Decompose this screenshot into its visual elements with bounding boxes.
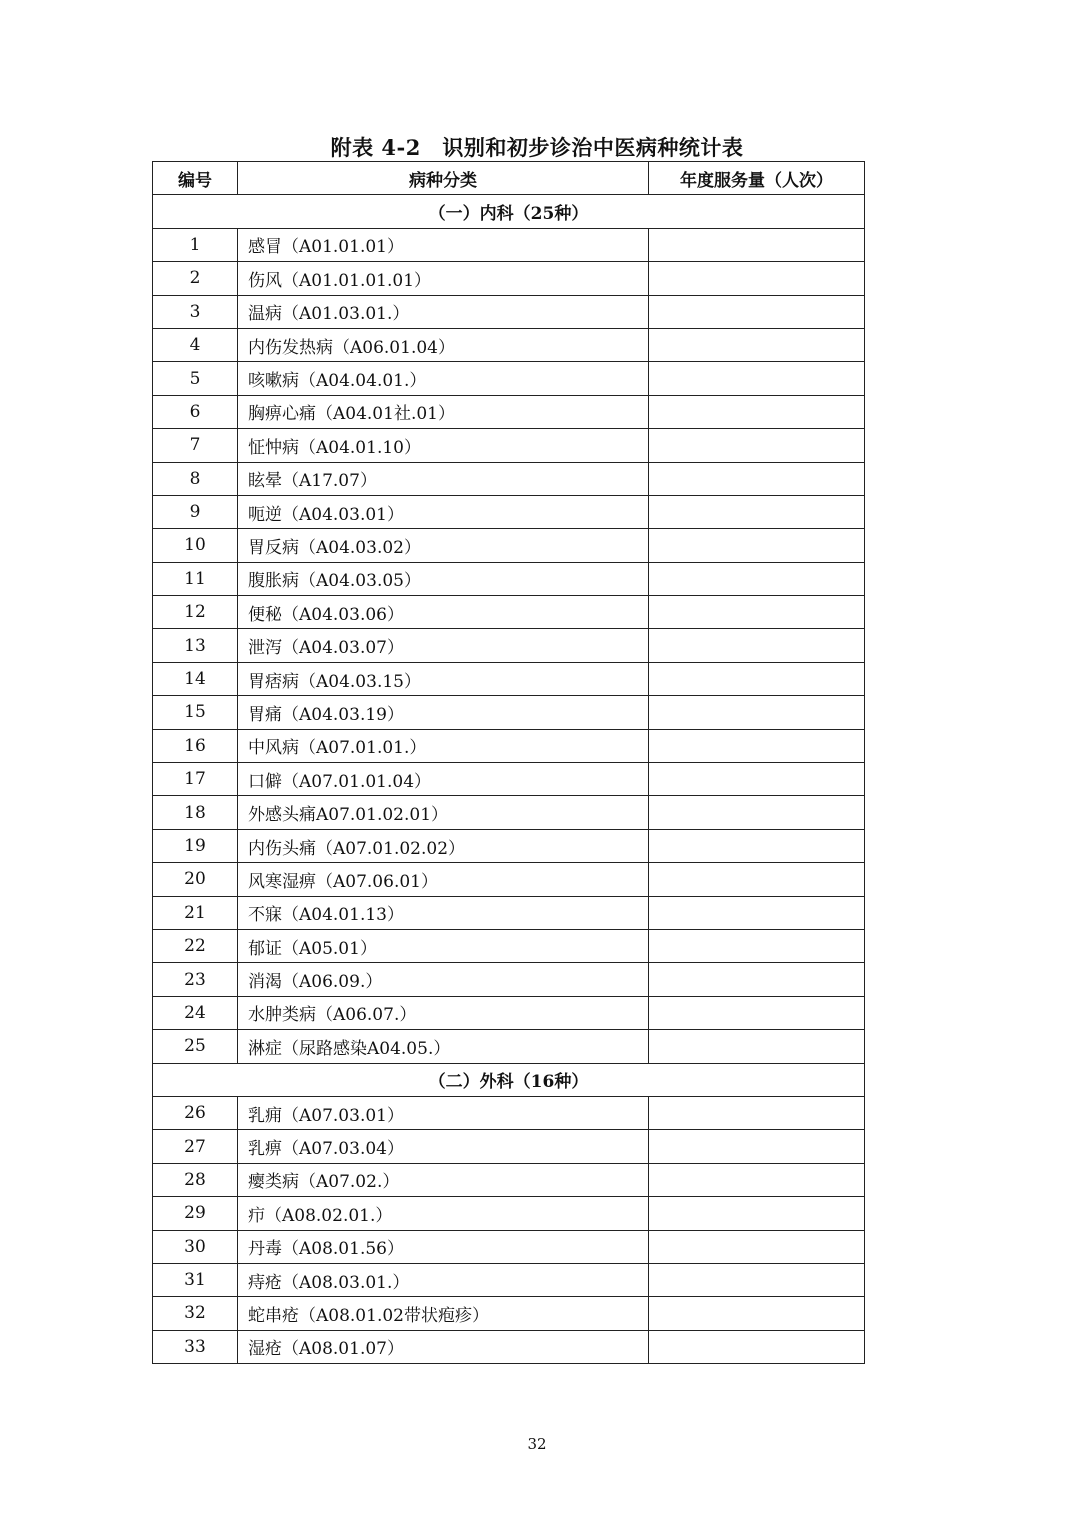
row-number: 25 (153, 1030, 238, 1063)
annual-volume-cell (649, 763, 865, 796)
header-row (153, 162, 865, 195)
annual-volume-cell (649, 996, 865, 1029)
row-number: 23 (153, 963, 238, 996)
disease-name: 胃痛（A04.03.19） (238, 696, 649, 729)
row-number: 6 (153, 395, 238, 428)
page-number: 32 (527, 1435, 547, 1453)
header-category: 病种分类 (238, 162, 649, 195)
annual-volume-cell (649, 929, 865, 962)
annual-volume-cell (649, 896, 865, 929)
disease-name: 外感头痛A07.01.02.01） (238, 796, 649, 829)
row-number: 9 (153, 495, 238, 528)
disease-name: 内伤头痛（A07.01.02.02） (238, 829, 649, 862)
disease-name: 郁证（A05.01） (238, 929, 649, 962)
annual-volume-cell (649, 1263, 865, 1296)
annual-volume-cell (649, 562, 865, 595)
row-number: 16 (153, 729, 238, 762)
annual-volume-cell (649, 629, 865, 662)
table-row (153, 763, 865, 796)
table-row (153, 429, 865, 462)
annual-volume-cell (649, 696, 865, 729)
disease-name: 怔忡病（A04.01.10） (238, 429, 649, 462)
header-number: 编号 (153, 162, 238, 195)
table-row (153, 495, 865, 528)
table-row (153, 1263, 865, 1296)
annual-volume-cell (649, 495, 865, 528)
row-number: 1 (153, 228, 238, 261)
row-number: 26 (153, 1096, 238, 1129)
annual-volume-cell (649, 262, 865, 295)
disease-name: 乳痈（A07.03.01） (238, 1096, 649, 1129)
table-row (153, 395, 865, 428)
annual-volume-cell (649, 729, 865, 762)
table-row (153, 829, 865, 862)
table-row (153, 963, 865, 996)
row-number: 8 (153, 462, 238, 495)
table-row (153, 1163, 865, 1196)
row-number: 5 (153, 362, 238, 395)
disease-name: 感冒（A01.01.01） (238, 228, 649, 261)
table-row (153, 1330, 865, 1363)
header-volume: 年度服务量（人次） (649, 162, 865, 195)
disease-name: 风寒湿痹（A07.06.01） (238, 863, 649, 896)
row-number: 31 (153, 1263, 238, 1296)
disease-name: 消渴（A06.09.） (238, 963, 649, 996)
table-row (153, 729, 865, 762)
table-body (153, 195, 865, 1364)
annual-volume-cell (649, 963, 865, 996)
annual-volume-cell (649, 829, 865, 862)
row-number: 19 (153, 829, 238, 862)
row-number: 33 (153, 1330, 238, 1363)
annual-volume-cell (649, 1197, 865, 1230)
disease-name: 呃逆（A04.03.01） (238, 495, 649, 528)
annual-volume-cell (649, 863, 865, 896)
annual-volume-cell (649, 1330, 865, 1363)
table-row (153, 996, 865, 1029)
disease-name: 胃痞病（A04.03.15） (238, 662, 649, 695)
disease-name: 口僻（A07.01.01.04） (238, 763, 649, 796)
annual-volume-cell (649, 1163, 865, 1196)
row-number: 4 (153, 328, 238, 361)
row-number: 10 (153, 529, 238, 562)
annual-volume-cell (649, 1096, 865, 1129)
table-row (153, 662, 865, 695)
row-number: 7 (153, 429, 238, 462)
row-number: 15 (153, 696, 238, 729)
table-row (153, 1096, 865, 1129)
row-number: 21 (153, 896, 238, 929)
row-number: 27 (153, 1130, 238, 1163)
table-row (153, 896, 865, 929)
row-number: 30 (153, 1230, 238, 1263)
annual-volume-cell (649, 596, 865, 629)
disease-name: 乳痹（A07.03.04） (238, 1130, 649, 1163)
table-row (153, 1197, 865, 1230)
disease-name: 水肿类病（A06.07.） (238, 996, 649, 1029)
disease-name: 胃反病（A04.03.02） (238, 529, 649, 562)
disease-name: 痔疮（A08.03.01.） (238, 1263, 649, 1296)
annual-volume-cell (649, 295, 865, 328)
table-row (153, 328, 865, 361)
disease-name: 湿疮（A08.01.07） (238, 1330, 649, 1363)
section-label: （一）内科（25种） (153, 195, 865, 228)
table-row (153, 1297, 865, 1330)
table-row (153, 529, 865, 562)
row-number: 12 (153, 596, 238, 629)
annual-volume-cell (649, 662, 865, 695)
row-number: 14 (153, 662, 238, 695)
disease-name: 疖（A08.02.01.） (238, 1197, 649, 1230)
disease-name: 伤风（A01.01.01.01） (238, 262, 649, 295)
annual-volume-cell (649, 1230, 865, 1263)
disease-name: 丹毒（A08.01.56） (238, 1230, 649, 1263)
annual-volume-cell (649, 395, 865, 428)
annual-volume-cell (649, 1030, 865, 1063)
section-label: （二）外科（16种） (153, 1063, 865, 1096)
table-row (153, 295, 865, 328)
disease-name: 淋症（尿路感染A04.05.） (238, 1030, 649, 1063)
disease-name: 中风病（A07.01.01.） (238, 729, 649, 762)
annual-volume-cell (649, 228, 865, 261)
table-row (153, 262, 865, 295)
row-number: 20 (153, 863, 238, 896)
row-number: 17 (153, 763, 238, 796)
row-number: 29 (153, 1197, 238, 1230)
annual-volume-cell (649, 462, 865, 495)
section-row (153, 195, 865, 228)
disease-name: 泄泻（A04.03.07） (238, 629, 649, 662)
table-row (153, 596, 865, 629)
row-number: 28 (153, 1163, 238, 1196)
disease-name: 腹胀病（A04.03.05） (238, 562, 649, 595)
section-row (153, 1063, 865, 1096)
table-row (153, 362, 865, 395)
table-row (153, 1230, 865, 1263)
row-number: 18 (153, 796, 238, 829)
table-row (153, 796, 865, 829)
table-row (153, 562, 865, 595)
table-row (153, 228, 865, 261)
annual-volume-cell (649, 328, 865, 361)
disease-name: 便秘（A04.03.06） (238, 596, 649, 629)
annual-volume-cell (649, 1130, 865, 1163)
table-row (153, 629, 865, 662)
disease-name: 咳嗽病（A04.04.01.） (238, 362, 649, 395)
table-row (153, 929, 865, 962)
disease-stats-table (152, 161, 865, 1364)
disease-name: 内伤发热病（A06.01.04） (238, 328, 649, 361)
table-row (153, 863, 865, 896)
table-row (153, 1130, 865, 1163)
disease-name: 温病（A01.03.01.） (238, 295, 649, 328)
annual-volume-cell (649, 796, 865, 829)
table-row (153, 696, 865, 729)
disease-name: 眩晕（A17.07） (238, 462, 649, 495)
disease-name: 蛇串疮（A08.01.02带状疱疹） (238, 1297, 649, 1330)
annual-volume-cell (649, 429, 865, 462)
row-number: 32 (153, 1297, 238, 1330)
disease-name: 不寐（A04.01.13） (238, 896, 649, 929)
row-number: 11 (153, 562, 238, 595)
disease-name: 胸痹心痛（A04.01社.01） (238, 395, 649, 428)
row-number: 13 (153, 629, 238, 662)
table-title: 附表 4-2 识别和初步诊治中医病种统计表 (330, 135, 744, 160)
row-number: 3 (153, 295, 238, 328)
table-row (153, 1030, 865, 1063)
table-row (153, 462, 865, 495)
annual-volume-cell (649, 362, 865, 395)
annual-volume-cell (649, 1297, 865, 1330)
disease-name: 瘿类病（A07.02.） (238, 1163, 649, 1196)
row-number: 2 (153, 262, 238, 295)
annual-volume-cell (649, 529, 865, 562)
row-number: 24 (153, 996, 238, 1029)
row-number: 22 (153, 929, 238, 962)
